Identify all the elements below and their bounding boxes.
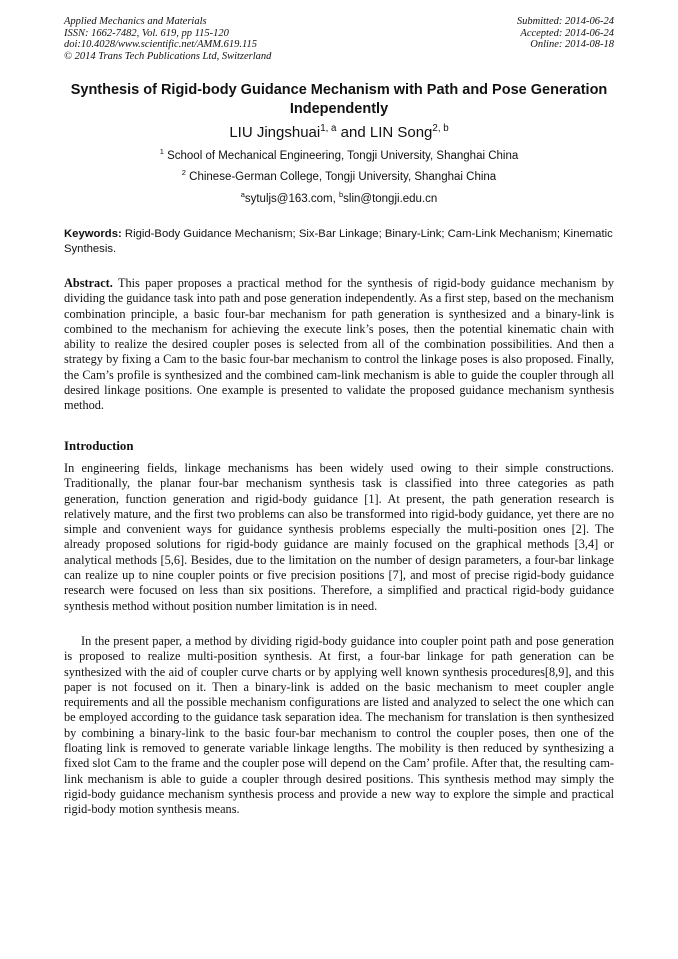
author-1-name: LIU Jingshuai [229,124,321,141]
online-date: Online: 2014-08-18 [530,39,614,51]
keywords-label: Keywords: [64,228,122,240]
journal-name: Applied Mechanics and Materials [64,16,207,27]
affiliation-2-text: Chinese-German College, Tongji University, Shanghai China [185,171,497,183]
copyright-line: © 2014 Trans Tech Publications Ltd, Switzerland [64,50,272,62]
publication-dates [517,16,614,51]
keywords-section [64,227,614,257]
abstract-text: This paper proposes a practical method for the synthesis of rigid-body guidance mechanism by dividing the guidance task into path and pose generation independently. As a first step, based on the mechanism combination principle, a basic four-bar mechanism for path generation is synthesized and a binary-link is combined to the mechanism for achieving the execute link’s poses, then the potential kinematic chain with ability to realize the desired coupler poses is selected from all of the combination possibilities. And then a strategy by fixing a Cam to the basic four-bar mechanism to control the linkage poses is also proposed. Finally, the Cam’s profile is synthesized and the combined cam-link mechanism is able to guide the coupler through all desired linkage positions. One example is presented to validate the proposed guidance mechanism synthesis method. [64,276,614,413]
affiliation-1 [64,147,614,162]
introduction-paragraph-1: In engineering fields, linkage mechanisms has been widely used owing to their simple constructions. Traditionally, the planar four-bar mechanism synthesis task is classified into three categories as path generation, function generation and rigid-body guidance [1]. At present, the path generation research is relatively mature, and the first two problems can also be transformed into rigid-body guidance, yet there are no simple and convenient ways for guidance synthesis problems especially the multi-position ones [2]. The already proposed solutions for rigid-body guidance are mainly focused on the graphical methods [3,4] or analytical methods [5,6]. Besides, due to the limitation on the number of design parameters, a four-bar linkage can realize up to nine coupler points or five precision positions [7], and most of precise rigid-body guidance research were focused on less than six positions. Therefore, a simplified and practical rigid-body guidance synthesis method without position number limitation is in need. [64,461,614,613]
issn-line: ISSN: 1662-7482, Vol. 619, pp 115-120 [64,27,229,39]
email-b[interactable]: slin@tongji.edu.cn [343,193,438,205]
email-b-mark: b [338,190,344,200]
doi-line: doi:10.4028/www.scientific.net/AMM.619.115 [64,39,257,51]
abstract-section [64,276,614,414]
affiliation-2 [64,168,614,183]
author-emails [64,190,614,205]
accepted-date: Accepted: 2014-06-24 [520,27,614,39]
author-list [64,124,614,141]
email-a[interactable]: sytuljs@163.com, [244,193,339,205]
abstract-label: Abstract. [64,276,113,290]
introduction-paragraph-2: In the present paper, a method by dividing rigid-body guidance into coupler point path and pose generation is proposed to realize multi-position synthesis. At first, a four-bar linkage for path generation can be synthesized with the aid of coupler curve charts or by applying well known synthesis procedures[8,9], and this paper is not focused on it. Then a binary-link is added on the basic mechanism to meet coupler angle requirements and all the possible mechanism configurations are listed and analyzed to select the one which can be employed according to the guidance task separation idea. The mechanism for translation is then synthesized by combining a binary-link to the basic four-bar mechanism to control the coupler poses, then one of the floating link is removed to generate variable linkage lengths. The mobility is then reduced by synthesizing a fixed slot Cam to the frame and the coupler pose will depend on the Cam’ profile. After that, the resulting cam-link mechanism is able to guide a coupler through desired positions. This synthesis method may simply the rigid-body guidance mechanism synthesis process and provide a new way to explore the simple and practical rigid-body motion synthesis means. [64,634,614,817]
introduction-heading: Introduction [64,439,134,453]
paper-title: Synthesis of Rigid-body Guidance Mechanism with Path and Pose Generation Independently [70,82,608,117]
affiliation-2-mark: 2 [181,168,186,178]
affiliation-1-text: School of Mechanical Engineering, Tongji University, Shanghai China [163,150,519,162]
submitted-date: Submitted: 2014-06-24 [516,16,614,27]
author-1-affiliation-mark: 1, a [320,123,337,134]
author-2-affiliation-mark: 2, b [432,123,449,134]
journal-info [64,16,271,62]
author-conjunction: and [336,124,370,141]
affiliation-1-mark: 1 [159,147,164,157]
email-a-mark: a [240,190,245,200]
author-2-name: LIN Song [369,124,433,141]
keywords-text: Rigid-Body Guidance Mechanism; Six-Bar Linkage; Binary-Link; Cam-Link Mechanism; Kinematic Synthesis. [64,228,613,255]
